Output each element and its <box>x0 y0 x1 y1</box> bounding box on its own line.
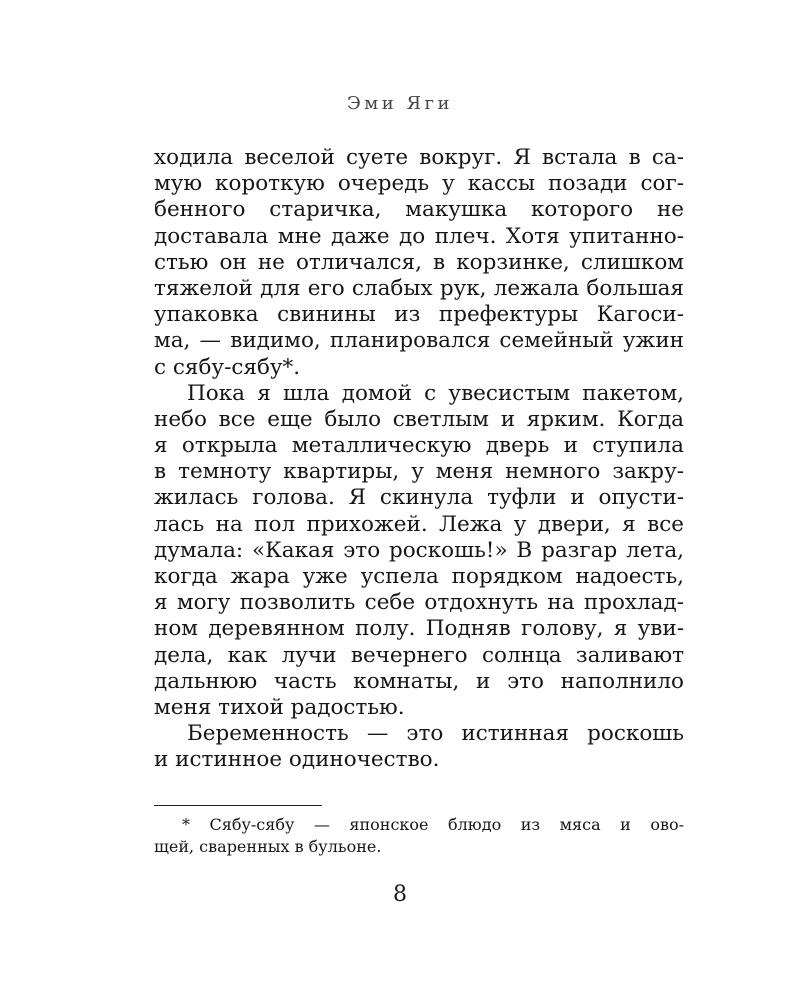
text-line: доставала мне даже до плеч. Хотя упитанно- <box>154 223 684 249</box>
paragraph-2 <box>154 381 684 721</box>
footnote <box>154 814 684 858</box>
running-head-author: Эми Яги <box>347 93 453 114</box>
text-line: ма, — видимо, планировался семейный ужин <box>154 328 684 354</box>
text-line: дальнюю часть комнаты, и это наполнило <box>154 668 684 694</box>
text-line: и истинное одиночество. <box>154 747 440 773</box>
text-line: ходила веселой суете вокруг. Я встала в са- <box>154 145 684 170</box>
paragraph-1 <box>154 145 684 381</box>
text-line: в темноту квартиры, у меня немного закру- <box>154 459 684 485</box>
text-line: тяжелой для его слабых рук, лежала большая <box>154 275 684 301</box>
footnote-line: щей, сваренных в бульоне. <box>154 837 382 856</box>
text-line: меня тихой радостью. <box>154 694 405 720</box>
text-line: я могу позволить себе отдохнуть на прохлад- <box>154 590 684 616</box>
text-line: небо все еще было светлым и ярким. Когда <box>154 406 684 432</box>
text-line: бенного старичка, макушка которого не <box>154 197 684 223</box>
page-number: 8 <box>393 882 407 907</box>
text-line: думала: «Какая это роскошь!» В разгар лета, <box>154 537 684 563</box>
text-line: дела, как лучи вечернего солнца заливают <box>154 642 684 668</box>
text-line: упаковка свинины из префектуры Кагоси- <box>154 302 684 328</box>
text-line: стью он не отличался, в корзинке, слишком <box>154 249 684 275</box>
text-line: Пока я шла домой с увесистым пакетом, <box>187 380 684 406</box>
footnote-line: * Сябу-сябу — японское блюдо из мяса и ово- <box>182 815 684 834</box>
text-line: я открыла металлическую дверь и ступила <box>154 433 684 459</box>
footnote-divider <box>154 805 322 806</box>
text-line: ном деревянном полу. Подняв голову, я уви- <box>154 616 684 642</box>
paragraph-3 <box>154 721 684 773</box>
body-text <box>154 145 684 774</box>
text-line: мую короткую очередь у кассы позади сог- <box>154 171 684 197</box>
text-line: лась на пол прихожей. Лежа у двери, я все <box>154 511 684 537</box>
text-line: когда жара уже успела порядком надоесть, <box>154 564 684 589</box>
text-line: Беременность — это истинная роскошь <box>187 721 684 747</box>
text-line: с сябу-сябу*. <box>154 354 301 380</box>
text-line: жилась голова. Я скинула туфли и опусти- <box>154 485 684 511</box>
